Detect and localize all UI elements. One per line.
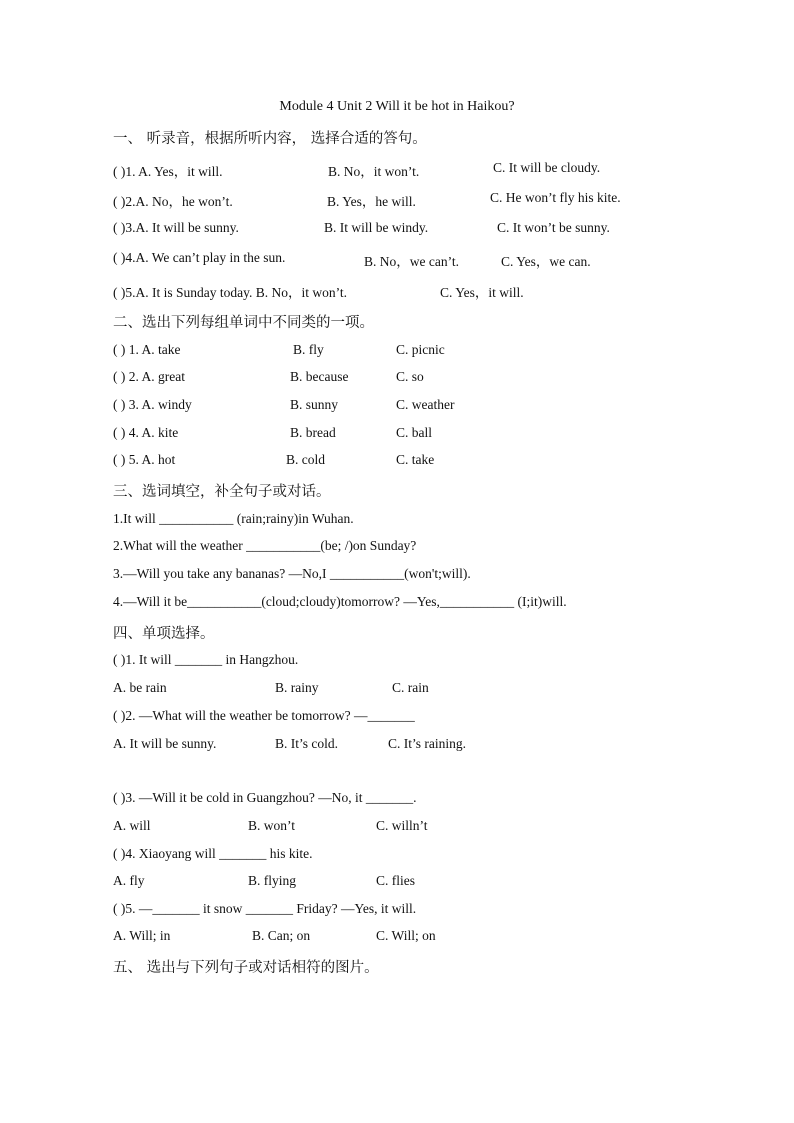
section1-heading: 一、 听录音，根据所听内容， 选择合适的答句。 <box>113 131 427 147</box>
s4-q2: ( )2. —What will the weather be tomorrow? —_______ <box>113 708 415 723</box>
s2-item-5-b: B. cold <box>286 452 325 467</box>
s4-q5-b: B. Can; on <box>252 928 311 943</box>
s2-item-4-b: B. bread <box>290 425 336 440</box>
s1-item-4-a: ( )4.A. We can’t play in the sun. <box>113 250 286 265</box>
s4-q4: ( )4. Xiaoyang will _______ his kite. <box>113 846 313 861</box>
s4-q5-c: C. Will; on <box>376 928 436 943</box>
s2-item-2-b: B. because <box>290 369 349 384</box>
s4-q1-b: B. rainy <box>275 680 319 695</box>
s2-item-1-c: C. picnic <box>396 342 445 357</box>
s4-q3-c: C. willn’t <box>376 818 428 833</box>
s4-q2-a: A. It will be sunny. <box>113 736 217 751</box>
s1-item-1-a: ( )1. A. Yes，it will. <box>113 164 223 179</box>
section4-heading: 四、单项选择。 <box>113 626 215 642</box>
s2-item-5-a: ( ) 5. A. hot <box>113 452 176 467</box>
s1-item-5-a: ( )5.A. It is Sunday today. B. No，it won’t. <box>113 285 347 300</box>
s1-item-2-c: C. He won’t fly his kite. <box>490 190 621 205</box>
section2-heading: 二、选出下列每组单词中不同类的一项。 <box>113 315 374 331</box>
s2-item-4-c: C. ball <box>396 425 432 440</box>
s4-q3-b: B. won’t <box>248 818 296 833</box>
s1-item-1-c: C. It will be cloudy. <box>493 160 601 175</box>
s4-q1: ( )1. It will _______ in Hangzhou. <box>113 652 299 667</box>
s4-q1-a: A. be rain <box>113 680 167 695</box>
s4-q4-c: C. flies <box>376 873 415 888</box>
s4-q2-c: C. It’s raining. <box>388 736 466 751</box>
s4-q2-b: B. It’s cold. <box>275 736 338 751</box>
s2-item-1-b: B. fly <box>293 342 324 357</box>
s4-q5-a: A. Will; in <box>113 928 171 943</box>
section5-heading: 五、 选出与下列句子或对话相符的图片。 <box>113 960 379 976</box>
s3-item-2: 2.What will the weather ___________(be; /)on Sunday? <box>113 538 417 553</box>
s4-q3-a: A. will <box>113 818 151 833</box>
s2-item-4-a: ( ) 4. A. kite <box>113 425 179 440</box>
s2-item-2-c: C. so <box>396 369 424 384</box>
page-title: Module 4 Unit 2 Will it be hot in Haikou? <box>279 99 515 114</box>
s3-item-4: 4.—Will it be___________(cloud;cloudy)tomorrow? —Yes,___________ (I;it)will. <box>113 594 567 609</box>
s4-q5: ( )5. —_______ it snow _______ Friday? —Yes, it will. <box>113 901 417 916</box>
s4-q4-a: A. fly <box>113 873 145 888</box>
s2-item-3-a: ( ) 3. A. windy <box>113 397 192 412</box>
s2-item-5-c: C. take <box>396 452 435 467</box>
s2-item-1-a: ( ) 1. A. take <box>113 342 181 357</box>
s3-item-3: 3.—Will you take any bananas? —No,I ___________(won't;will). <box>113 566 471 581</box>
section3-heading: 三、选词填空，补全句子或对话。 <box>113 484 331 500</box>
s1-item-3-c: C. It won’t be sunny. <box>497 220 610 235</box>
s1-item-4-b: B. No，we can’t. <box>364 254 459 269</box>
s1-item-3-b: B. It will be windy. <box>324 220 429 235</box>
s2-item-2-a: ( ) 2. A. great <box>113 369 185 384</box>
s2-item-3-b: B. sunny <box>290 397 339 412</box>
s1-item-4-c: C. Yes，we can. <box>501 254 591 269</box>
s4-q4-b: B. flying <box>248 873 297 888</box>
s1-item-2-a: ( )2.A. No，he won’t. <box>113 194 233 209</box>
s4-q1-c: C. rain <box>392 680 429 695</box>
s1-item-3-a: ( )3.A. It will be sunny. <box>113 220 239 235</box>
s3-item-1: 1.It will ___________ (rain;rainy)in Wuhan. <box>113 511 354 526</box>
s2-item-3-c: C. weather <box>396 397 455 412</box>
s1-item-5-c: C. Yes，it will. <box>440 285 524 300</box>
s1-item-2-b: B. Yes，he will. <box>327 194 416 209</box>
s1-item-1-b: B. No，it won’t. <box>328 164 420 179</box>
s4-q3: ( )3. —Will it be cold in Guangzhou? —No, it _______. <box>113 790 417 805</box>
